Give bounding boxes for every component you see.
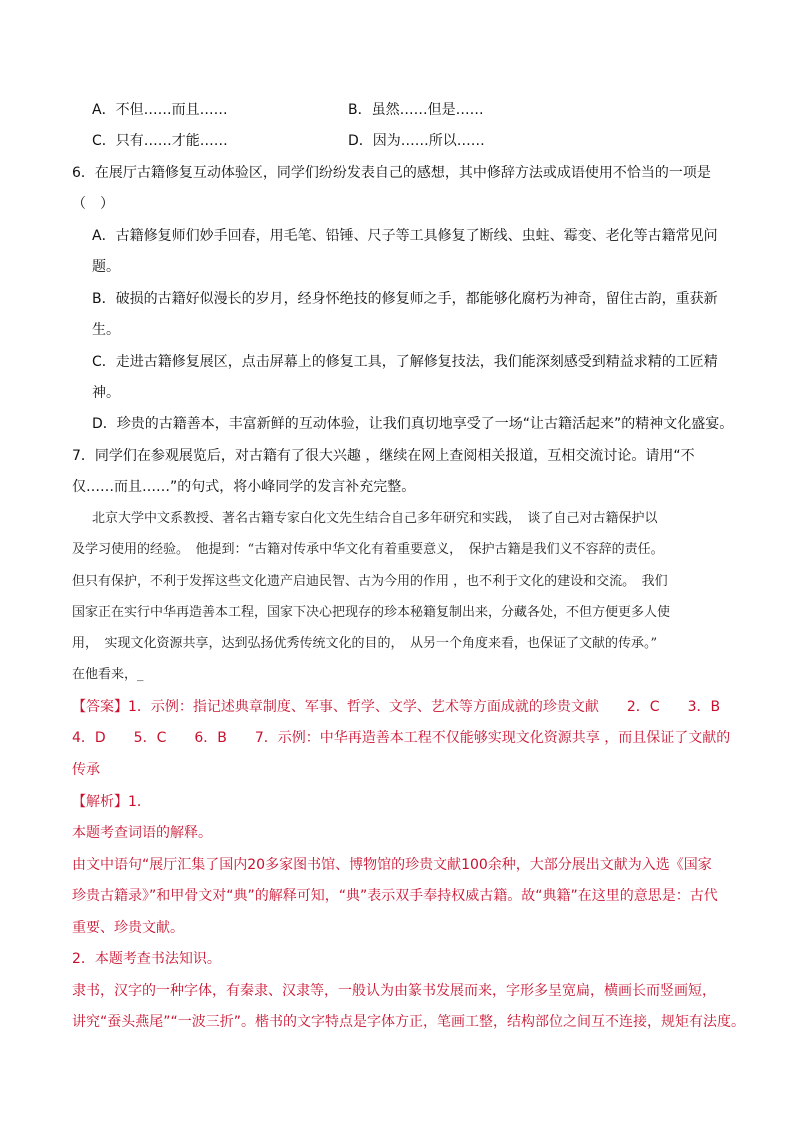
analysis-number: 1． bbox=[128, 794, 151, 810]
q6-option-c-cont: 神。 bbox=[92, 385, 120, 401]
q6-stem: 6．在展厅古籍修复互动体验区，同学们纷纷发表自己的感想，其中修辞方法或成语使用不恰当的一项是 bbox=[72, 165, 711, 181]
answer-text-cont: 4．D 5．C 6．B 7．示例：中华再造善本工程不仅能够实现文化资源共享 ，而且保证了文献的 bbox=[72, 730, 731, 746]
q6-option-b: B．破损的古籍好似漫长的岁月，经身怀绝技的修复师之手，都能够化腐朽为神奇，留住古韵，重获新 bbox=[92, 291, 718, 307]
answer-text-end: 传承 bbox=[72, 762, 100, 778]
q7-passage-line: 北京大学中文系教授、著名古籍专家白化文先生结合自己多年研究和实践， 谈了自己对古籍保护以 bbox=[92, 511, 658, 526]
q6-option-b-cont: 生。 bbox=[92, 322, 120, 338]
q7-stem: 7．同学们在参观展览后，对古籍有了很大兴趣 ，继续在网上查阅相关报道，互相交流讨论。请用“不 bbox=[72, 448, 695, 464]
q5-option-d: D．因为……所以…… bbox=[348, 133, 485, 149]
answer-label: 【答案】 bbox=[72, 699, 128, 715]
analysis-paragraph: 讲究“蚕头燕尾”“一波三折”。楷书的文字特点是字体方正，笔画工整，结构部位之间互不连接，规矩有法度。 bbox=[72, 1014, 746, 1030]
q7-passage-line: 用， 实现文化资源共享，达到弘扬优秀传统文化的目的， 从另一个角度来看，也保证了文献的传承。” bbox=[72, 636, 658, 651]
q5-option-c: C．只有……才能…… bbox=[92, 133, 228, 149]
q6-option-a-cont: 题。 bbox=[92, 259, 120, 275]
q6-stem-blank: （ ） bbox=[72, 196, 114, 212]
analysis-paragraph: 本题考查词语的解释。 bbox=[72, 825, 212, 841]
q7-passage-line: 及学习使用的经验。 他提到：“古籍对传承中华文化有着重要意义， 保护古籍是我们义不容辞的责任。 bbox=[72, 542, 664, 557]
analysis-paragraph: 2．本题考查书法知识。 bbox=[72, 951, 221, 967]
analysis-paragraph: 隶书，汉字的一种字体，有秦隶、汉隶等，一般认为由篆书发展而来，字形多呈宽扁，横画长而竖画短， bbox=[72, 983, 716, 999]
analysis-heading bbox=[72, 792, 151, 812]
answer-line bbox=[72, 697, 720, 717]
q6-option-d: D．珍贵的古籍善本，丰富新鲜的互动体验，让我们真切地享受了一场“让古籍活起来”的精神文化盛宴。 bbox=[92, 416, 734, 432]
analysis-paragraph: 由文中语句“展厅汇集了国内20多家图书馆、博物馆的珍贵文献100余种，大部分展出文献为入选《国家 bbox=[72, 857, 712, 873]
q7-passage-line: 国家正在实行中华再造善本工程，国家下决心把现存的珍本秘籍复制出来，分藏各处，不但方便更多人使 bbox=[72, 605, 671, 620]
q7-passage-line: 但只有保护，不利于发挥这些文化遗产启迪民智、古为今用的作用 ，也不利于文化的建设和交流。 我们 bbox=[72, 574, 668, 589]
q6-option-c: C．走进古籍修复展区，点击屏幕上的修复工具，了解修复技法，我们能深刻感受到精益求精的工匠精 bbox=[92, 354, 718, 370]
answer-text: 1．示例：指记述典章制度、军事、哲学、文学、艺术等方面成就的珍贵文献 2．C 3．B bbox=[128, 699, 721, 715]
q7-stem-cont: 仅……而且……”的句式，将小峰同学的发言补充完整。 bbox=[72, 479, 416, 495]
q7-passage-line: 在他看来，_ bbox=[72, 667, 144, 682]
q6-option-a: A．古籍修复师们妙手回春，用毛笔、铅锤、尺子等工具修复了断线、虫蛀、霉变、老化等古籍常见问 bbox=[92, 228, 718, 244]
q5-option-a: A．不但……而且…… bbox=[92, 102, 228, 118]
q5-option-b: B．虽然……但是…… bbox=[348, 102, 484, 118]
analysis-paragraph: 珍贵古籍录》”和甲骨文对“典”的解释可知，“典”表示双手奉持权威古籍。故“典籍”在这里的意思是：古代 bbox=[72, 888, 718, 904]
analysis-paragraph: 重要、珍贵文献。 bbox=[72, 920, 184, 936]
analysis-label: 【解析】 bbox=[72, 794, 128, 810]
